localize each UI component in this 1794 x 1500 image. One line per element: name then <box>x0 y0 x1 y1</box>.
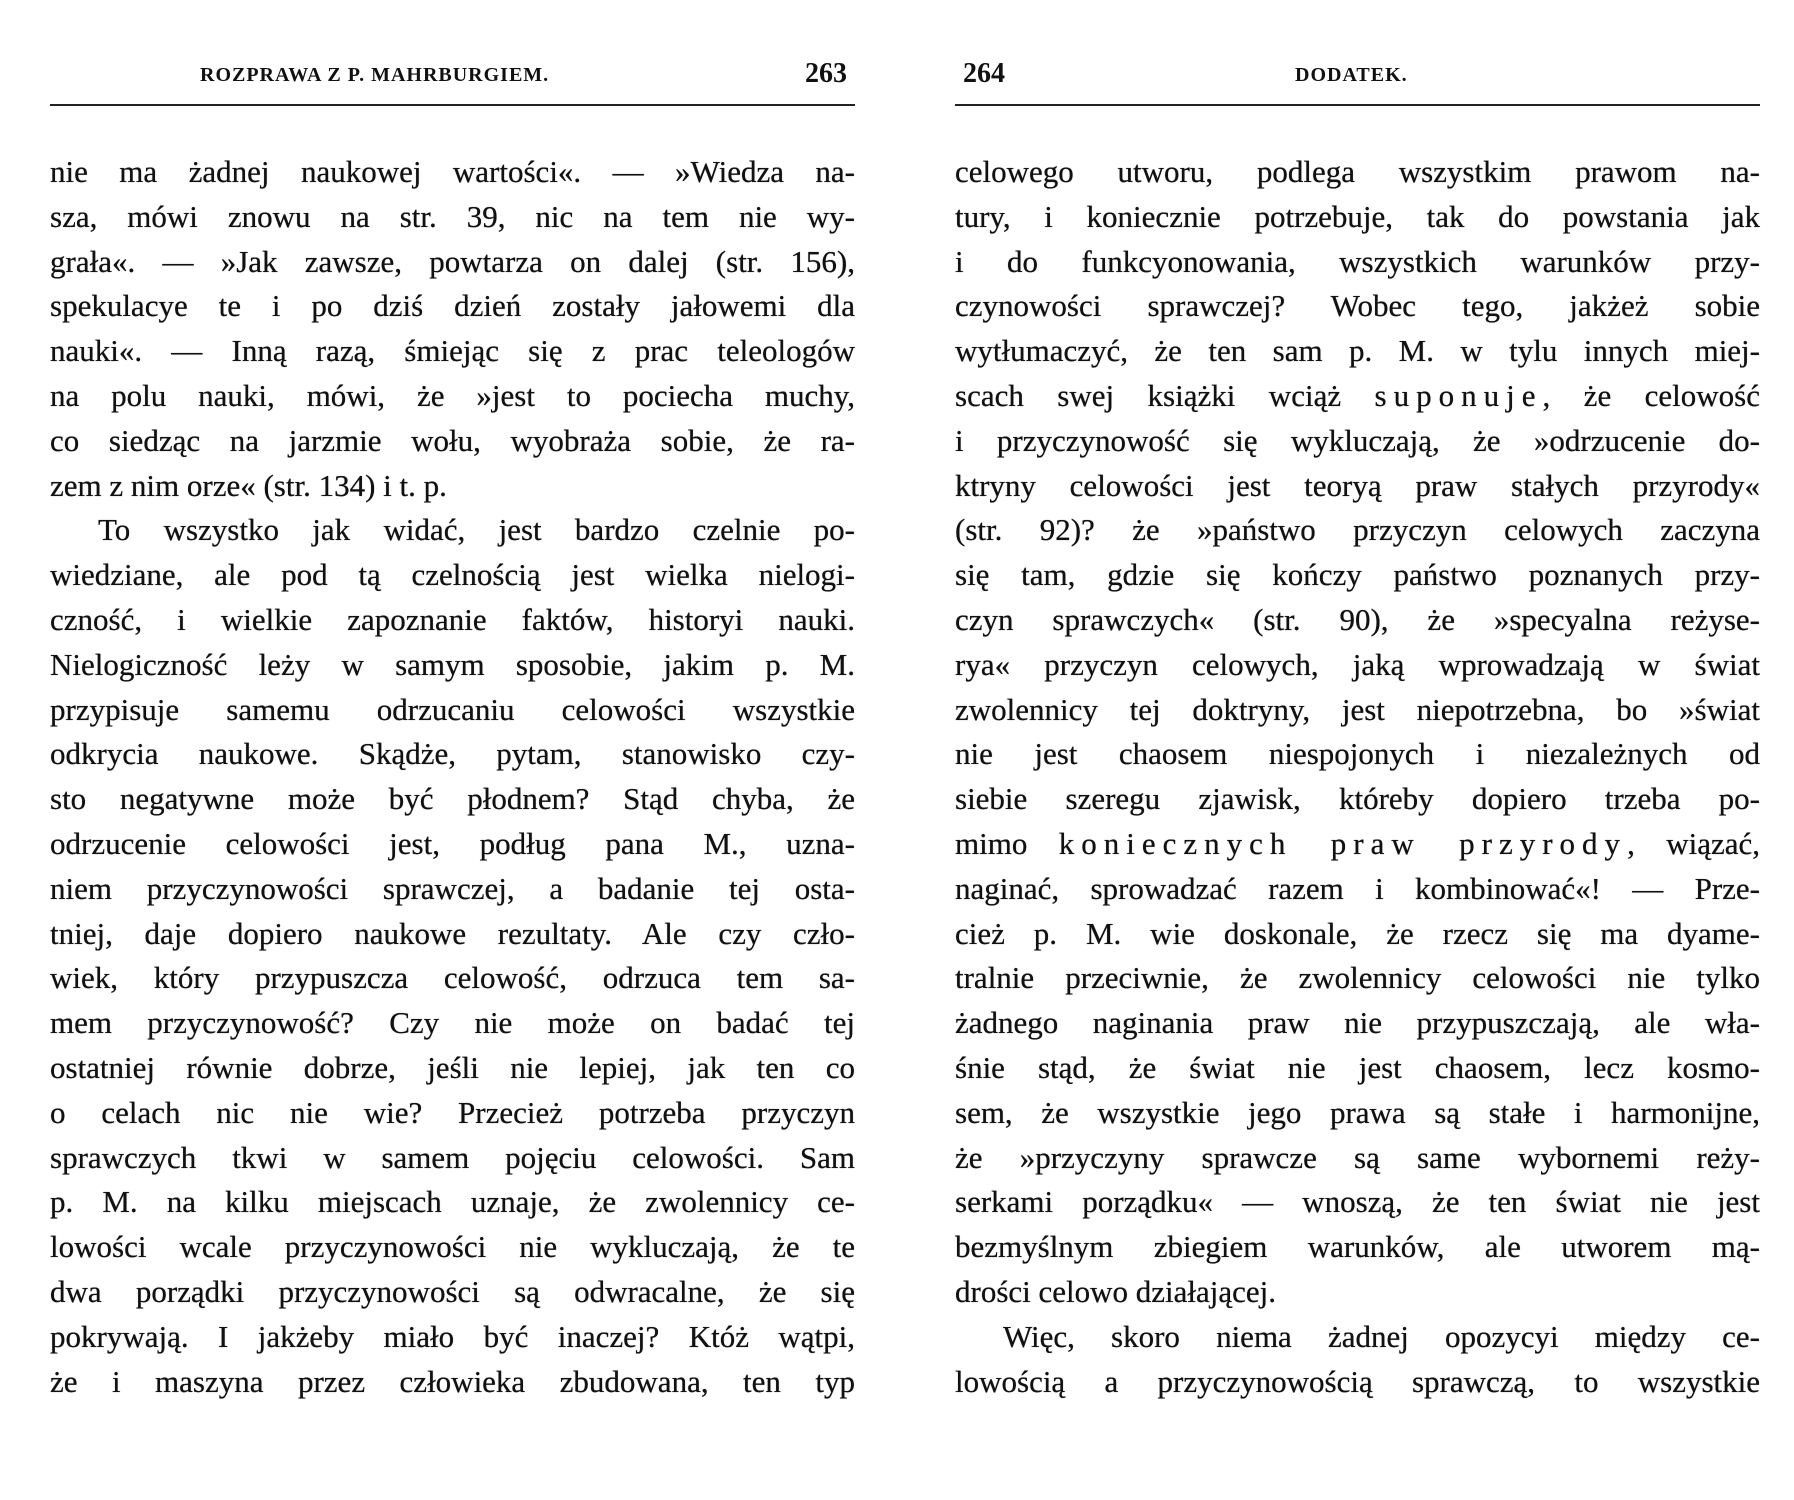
text-line: To wszystko jak widać, jest bardzo czelnie po- <box>98 512 855 548</box>
text-line: lowością a przyczynowością sprawczą, to wszystkie <box>955 1363 1760 1399</box>
text-line: pokrywają. I jakżeby miało być inaczej? Któż wątpi, <box>50 1318 855 1354</box>
text-line: spekulacye te i po dziś dzień zostały jałowemi dla <box>50 288 855 324</box>
text-line: odkrycia naukowe. Skądże, pytam, stanowisko czy- <box>50 736 855 772</box>
header-rule <box>50 104 855 106</box>
page-body <box>50 150 855 1404</box>
text-line: przypisuje samemu odrzucaniu celowości wszystkie <box>50 691 855 727</box>
header-rule <box>955 104 1760 106</box>
text-line: tralnie przeciwnie, że zwolennicy celowości nie tylko <box>955 960 1760 996</box>
text-line: że i maszyna przez człowieka zbudowana, ten typ <box>50 1363 855 1399</box>
page-number: 264 <box>963 58 1005 89</box>
text-line <box>955 374 1760 419</box>
text-line: dwa porządki przyczynowości są odwracalne, że się <box>50 1273 855 1309</box>
text-line: o celach nic nie wie? Przecież potrzeba przyczyn <box>50 1094 855 1130</box>
text-line: wiek, który przypuszcza celowość, odrzuca tem sa- <box>50 960 855 996</box>
text-segment: mimo <box>955 825 1059 861</box>
text-line: grała«. — »Jak zawsze, powtarza on dalej (str. 156), <box>50 243 855 279</box>
text-line: i przyczynowość się wykluczają, że »odrzucenie do- <box>955 422 1760 458</box>
text-line: drości celowo działającej. <box>955 1273 1277 1309</box>
text-line: zwolennicy tej doktryny, jest niepotrzebna, bo »świat <box>955 691 1760 727</box>
text-line: wiedziane, ale pod tą czelnością jest wielka nielogi- <box>50 557 855 593</box>
text-line: p. M. na kilku miejscach uznaje, że zwolennicy ce- <box>50 1184 855 1220</box>
page-header <box>50 58 855 94</box>
text-line: mem przyczynowość? Czy nie może on badać tej <box>50 1005 855 1041</box>
text-line: wytłumaczyć, że ten sam p. M. w tylu innych miej- <box>955 333 1760 369</box>
text-segment: , że celowość <box>1542 377 1760 413</box>
text-line: (str. 92)? że »państwo przyczyn celowych zaczyna <box>955 512 1760 548</box>
text-line: sza, mówi znowu na str. 39, nic na tem nie wy- <box>50 198 855 234</box>
text-line: Nielogiczność leży w samym sposobie, jakim p. M. <box>50 646 855 682</box>
text-line: siebie szeregu zjawisk, któreby dopiero trzeba po- <box>955 781 1760 817</box>
text-line: żadnego naginania praw nie przypuszczają, ale wła- <box>955 1005 1760 1041</box>
text-line: na polu nauki, mówi, że »jest to pociecha muchy, <box>50 377 855 413</box>
text-line: serkami porządku« — wnoszą, że ten świat nie jest <box>955 1184 1760 1220</box>
text-line: tury, i koniecznie potrzebuje, tak do powstania jak <box>955 198 1760 234</box>
text-line <box>955 822 1760 867</box>
text-line: czynowości sprawczej? Wobec tego, jakżeż sobie <box>955 288 1760 324</box>
text-line: cież p. M. wie doskonale, że rzecz się ma dyame- <box>955 915 1760 951</box>
spaced-emphasis: suponuje <box>1374 377 1543 413</box>
text-segment: , wiązać, <box>1627 825 1760 861</box>
text-line: co siedząc na jarzmie wołu, wyobraża sobie, że ra- <box>50 422 855 458</box>
text-line: odrzucenie celowości jest, podług pana M., uzna- <box>50 825 855 861</box>
text-line: celowego utworu, podlega wszystkim prawom na- <box>955 154 1760 189</box>
text-line: ostatniej równie dobrze, jeśli nie lepiej, jak ten co <box>50 1049 855 1085</box>
text-line: się tam, gdzie się kończy państwo poznanych przy- <box>955 557 1760 593</box>
text-line: sto negatywne może być płodnem? Stąd chyba, że <box>50 781 855 817</box>
text-line: nie ma żadnej naukowej wartości«. — »Wiedza na- <box>50 154 855 189</box>
text-line: nie jest chaosem niespojonych i niezależnych od <box>955 736 1760 772</box>
text-line: sem, że wszystkie jego prawa są stałe i harmonijne, <box>955 1094 1760 1130</box>
text-line: że »przyczyny sprawcze są same wybornemi reży- <box>955 1139 1760 1175</box>
text-line: i do funkcyonowania, wszystkich warunków przy- <box>955 243 1760 279</box>
spaced-emphasis: koniecznych praw przyrody <box>1058 825 1628 861</box>
text-line: nauki«. — Inną razą, śmiejąc się z prac teleologów <box>50 333 855 369</box>
text-line: niem przyczynowości sprawczej, a badanie tej osta- <box>50 870 855 906</box>
text-line: bezmyślnym zbiegiem warunków, ale utworem mą- <box>955 1229 1760 1265</box>
page-header <box>955 58 1760 94</box>
text-line: ktryny celowości jest teoryą praw stałych przyrody« <box>955 467 1760 503</box>
running-head: DODATEK. <box>1295 64 1408 86</box>
text-line: zem z nim orze« (str. 134) i t. p. <box>50 467 447 503</box>
text-line: naginać, sprowadzać razem i kombinować«! — Prze- <box>955 870 1760 906</box>
running-head: ROZPRAWA Z P. MAHRBURGIEM. <box>200 64 550 86</box>
text-line: tniej, daje dopiero naukowe rezultaty. Ale czy czło- <box>50 915 855 951</box>
text-line: sprawczych tkwi w samem pojęciu celowości. Sam <box>50 1139 855 1175</box>
text-line: śnie stąd, że świat nie jest chaosem, lecz kosmo- <box>955 1049 1760 1085</box>
text-line: czyn sprawczych« (str. 90), że »specyalna reżyse- <box>955 601 1760 637</box>
page-body <box>955 150 1760 1404</box>
text-line: lowości wcale przyczynowości nie wykluczają, że te <box>50 1229 855 1265</box>
page-number: 263 <box>805 58 847 89</box>
text-line: rya« przyczyn celowych, jaką wprowadzają w świat <box>955 646 1760 682</box>
text-segment: scach swej książki wciąż <box>955 377 1375 413</box>
text-line: czność, i wielkie zapoznanie faktów, historyi nauki. <box>50 601 855 637</box>
text-line: Więc, skoro niema żadnej opozycyi między ce- <box>1003 1318 1760 1354</box>
